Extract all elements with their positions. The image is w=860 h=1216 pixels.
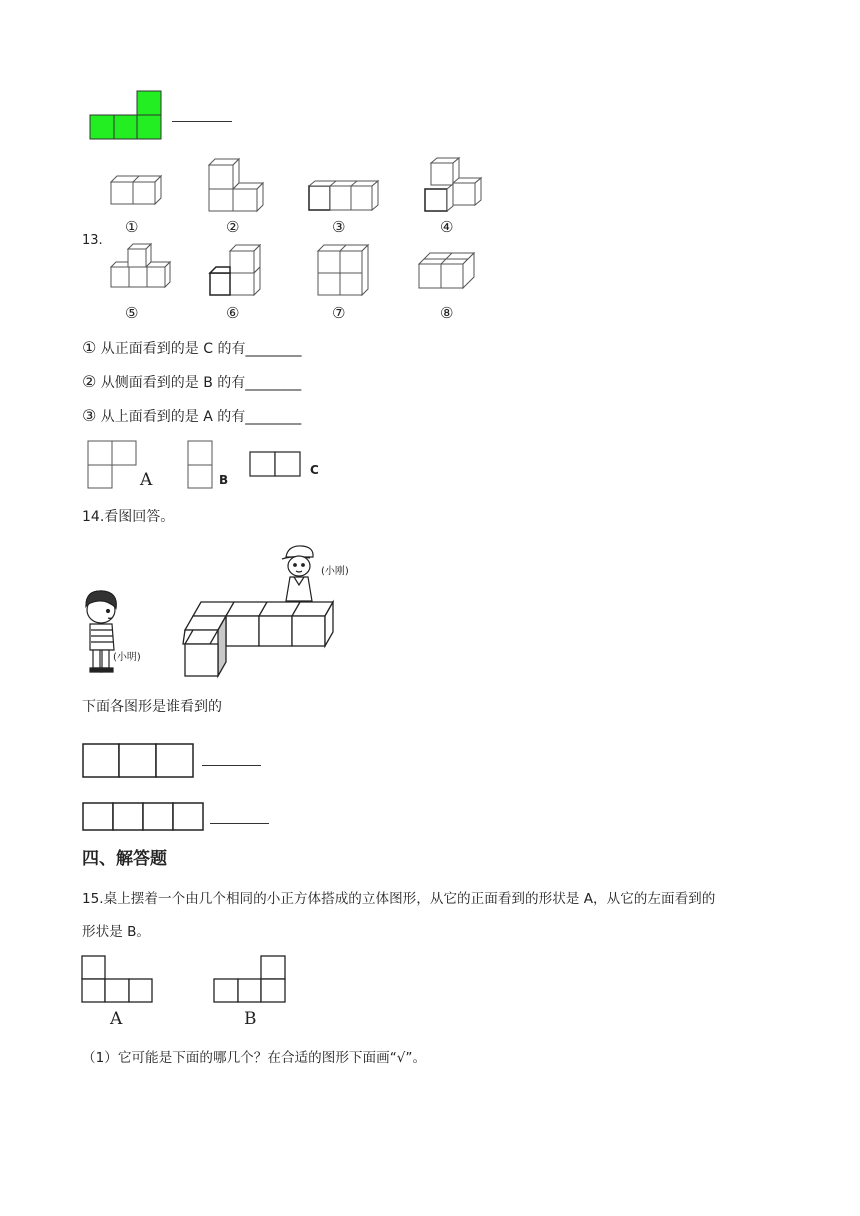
figure-label-3: ③ bbox=[332, 218, 346, 236]
q13-item-2 bbox=[82, 373, 301, 392]
q13-item-2-text: 从侧面看到的是 B 的有________ bbox=[100, 375, 302, 391]
q15-text-line2: 形状是 B。 bbox=[82, 924, 151, 940]
view-c-label: C bbox=[310, 463, 319, 477]
q13-item-1-text: 从正面看到的是 C 的有________ bbox=[100, 341, 302, 357]
cube-figure-5 bbox=[110, 243, 174, 293]
q14-question: 下面各图形是谁看到的 bbox=[82, 699, 222, 715]
q14-title: 14.看图回答。 bbox=[82, 509, 175, 525]
view-b-shape bbox=[187, 440, 215, 490]
answer-blank-three-squares[interactable] bbox=[202, 765, 261, 766]
cube-figure-8 bbox=[418, 250, 478, 294]
cube-figure-1 bbox=[110, 173, 170, 213]
figure-label-5: ⑤ bbox=[125, 304, 139, 322]
view-b-label: B bbox=[219, 473, 229, 487]
q15-view-a-shape bbox=[81, 955, 155, 1005]
figure-label-7: ⑦ bbox=[332, 304, 346, 322]
figure-label-2: ② bbox=[226, 218, 240, 236]
answer-blank-four-squares[interactable] bbox=[210, 823, 269, 824]
cube-figure-4 bbox=[423, 157, 487, 217]
q13-item-3 bbox=[82, 407, 301, 426]
cube-figure-3 bbox=[308, 179, 380, 215]
green-l-shape bbox=[89, 90, 164, 140]
figure-label-1: ① bbox=[125, 218, 139, 236]
q15-text-line1: 15.桌上摆着一个由几个相同的小正方体搭成的立体图形，从它的正面看到的形状是 A，从它的左面看到的 bbox=[82, 891, 716, 907]
boy-xiaogang-figure bbox=[280, 543, 322, 603]
q13-number: 13. bbox=[82, 233, 103, 248]
cube-figure-6 bbox=[208, 243, 264, 299]
figure-label-4: ④ bbox=[440, 218, 454, 236]
cube-l-structure bbox=[183, 600, 343, 680]
q13-item-1-mark: ① bbox=[82, 338, 97, 357]
view-a-label: A bbox=[140, 470, 153, 490]
cube-figure-7 bbox=[316, 243, 372, 299]
q15-sub1: （1）它可能是下面的哪几个？在合适的图形下面画“√”。 bbox=[82, 1050, 427, 1066]
answer-blank-line[interactable] bbox=[172, 121, 232, 122]
cube-figure-2 bbox=[208, 157, 272, 217]
q15-label-a: A bbox=[110, 1009, 123, 1029]
view-three-squares bbox=[82, 743, 196, 779]
q15-view-b-shape bbox=[213, 955, 289, 1005]
section4-title: 四、解答题 bbox=[82, 849, 167, 869]
name-xiaogang: (小刚) bbox=[321, 566, 349, 577]
view-four-squares bbox=[82, 802, 206, 832]
name-xiaoming: (小明) bbox=[113, 652, 141, 663]
q13-item-1 bbox=[82, 339, 301, 358]
q13-item-3-text: 从上面看到的是 A 的有________ bbox=[100, 409, 302, 425]
q15-label-b: B bbox=[244, 1009, 257, 1029]
q13-item-2-mark: ② bbox=[82, 372, 97, 391]
figure-label-6: ⑥ bbox=[226, 304, 240, 322]
view-c-shape bbox=[249, 451, 303, 479]
q13-item-3-mark: ③ bbox=[82, 406, 97, 425]
figure-label-8: ⑧ bbox=[440, 304, 454, 322]
view-a-shape bbox=[87, 440, 139, 490]
